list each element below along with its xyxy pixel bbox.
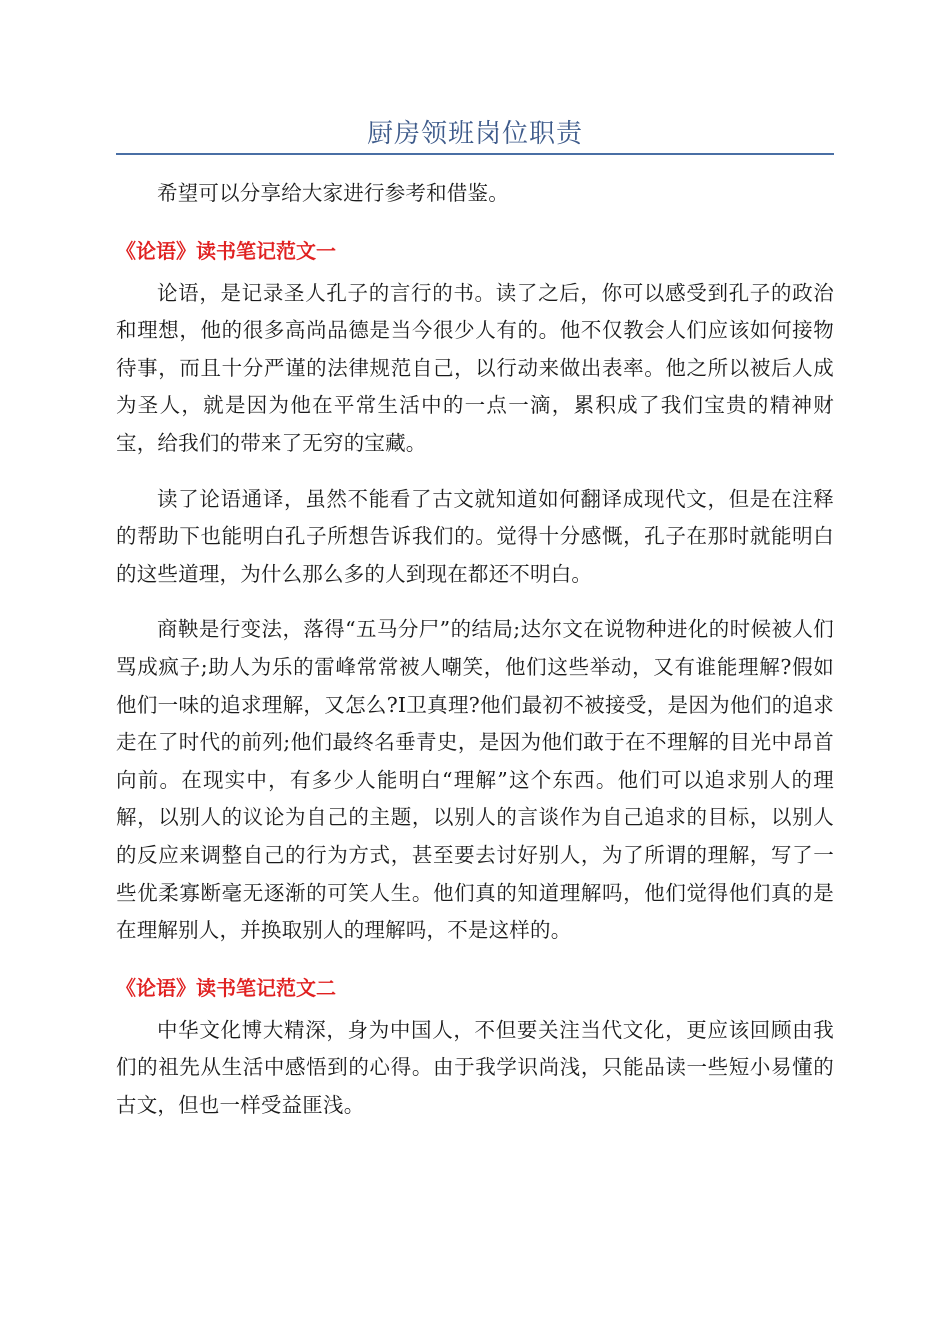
section-heading-1: 《论语》读书笔记范文一 (116, 238, 336, 263)
body-paragraph: 论语，是记录圣人孔子的言行的书。读了之后，你可以感受到孔子的政治和理想，他的很多高尚品德是当今很少人有的。他不仅教会人们应该如何接物待事，而且十分严谨的法律规范自己，以行动来做出表率。他之所以被后人成为圣人，就是因为他在平常生活中的一点一滴，累积成了我们宝贵的精神财宝，给我们的带来了无穷的宝藏。 (116, 280, 834, 455)
page-title: 厨房领班岗位职责 (366, 119, 583, 149)
intro-paragraph: 希望可以分享给大家进行参考和借鉴。 (157, 181, 509, 205)
body-paragraph: 商鞅是行变法，落得“五马分尸”的结局;达尔文在说物种进化的时候被人们骂成疯子;助人为乐的雷峰常常被人嘲笑，他们这些举动，又有谁能理解?假如他们一味的追求理解，又怎么?I卫真理?他们最初不被接受，是因为他们的追求走在了时代的前列;他们最终名垂青史，是因为他们敢于在不理解的目光中昂首向前。在现实中，有多少人能明白“理解”这个东西。他们可以追求别人的理解，以别人的议论为自己的主题，以别人的言谈作为自己追求的目标，以别人的反应来调整自己的行为方式，甚至要去讨好别人，为了所谓的理解，写了一些优柔寡断毫无逐渐的可笑人生。他们真的知道理解吗，他们觉得他们真的是在理解别人，并换取别人的理解吗，不是这样的。 (116, 617, 834, 943)
section-heading-2: 《论语》读书笔记范文二 (116, 975, 336, 1000)
body-paragraph: 读了论语通译，虽然不能看了古文就知道如何翻译成现代文，但是在注释的帮助下也能明白孔子所想告诉我们的。觉得十分感慨，孔子在那时就能明白的这些道理，为什么那么多的人到现在都还不明白。 (116, 486, 834, 586)
document-body (116, 175, 834, 1124)
title-divider (116, 153, 834, 155)
body-paragraph: 中华文化博大精深，身为中国人，不但要关注当代文化，更应该回顾由我们的祖先从生活中感悟到的心得。由于我学识尚浅，只能品读一些短小易懂的古文，但也一样受益匪浅。 (116, 1017, 834, 1117)
